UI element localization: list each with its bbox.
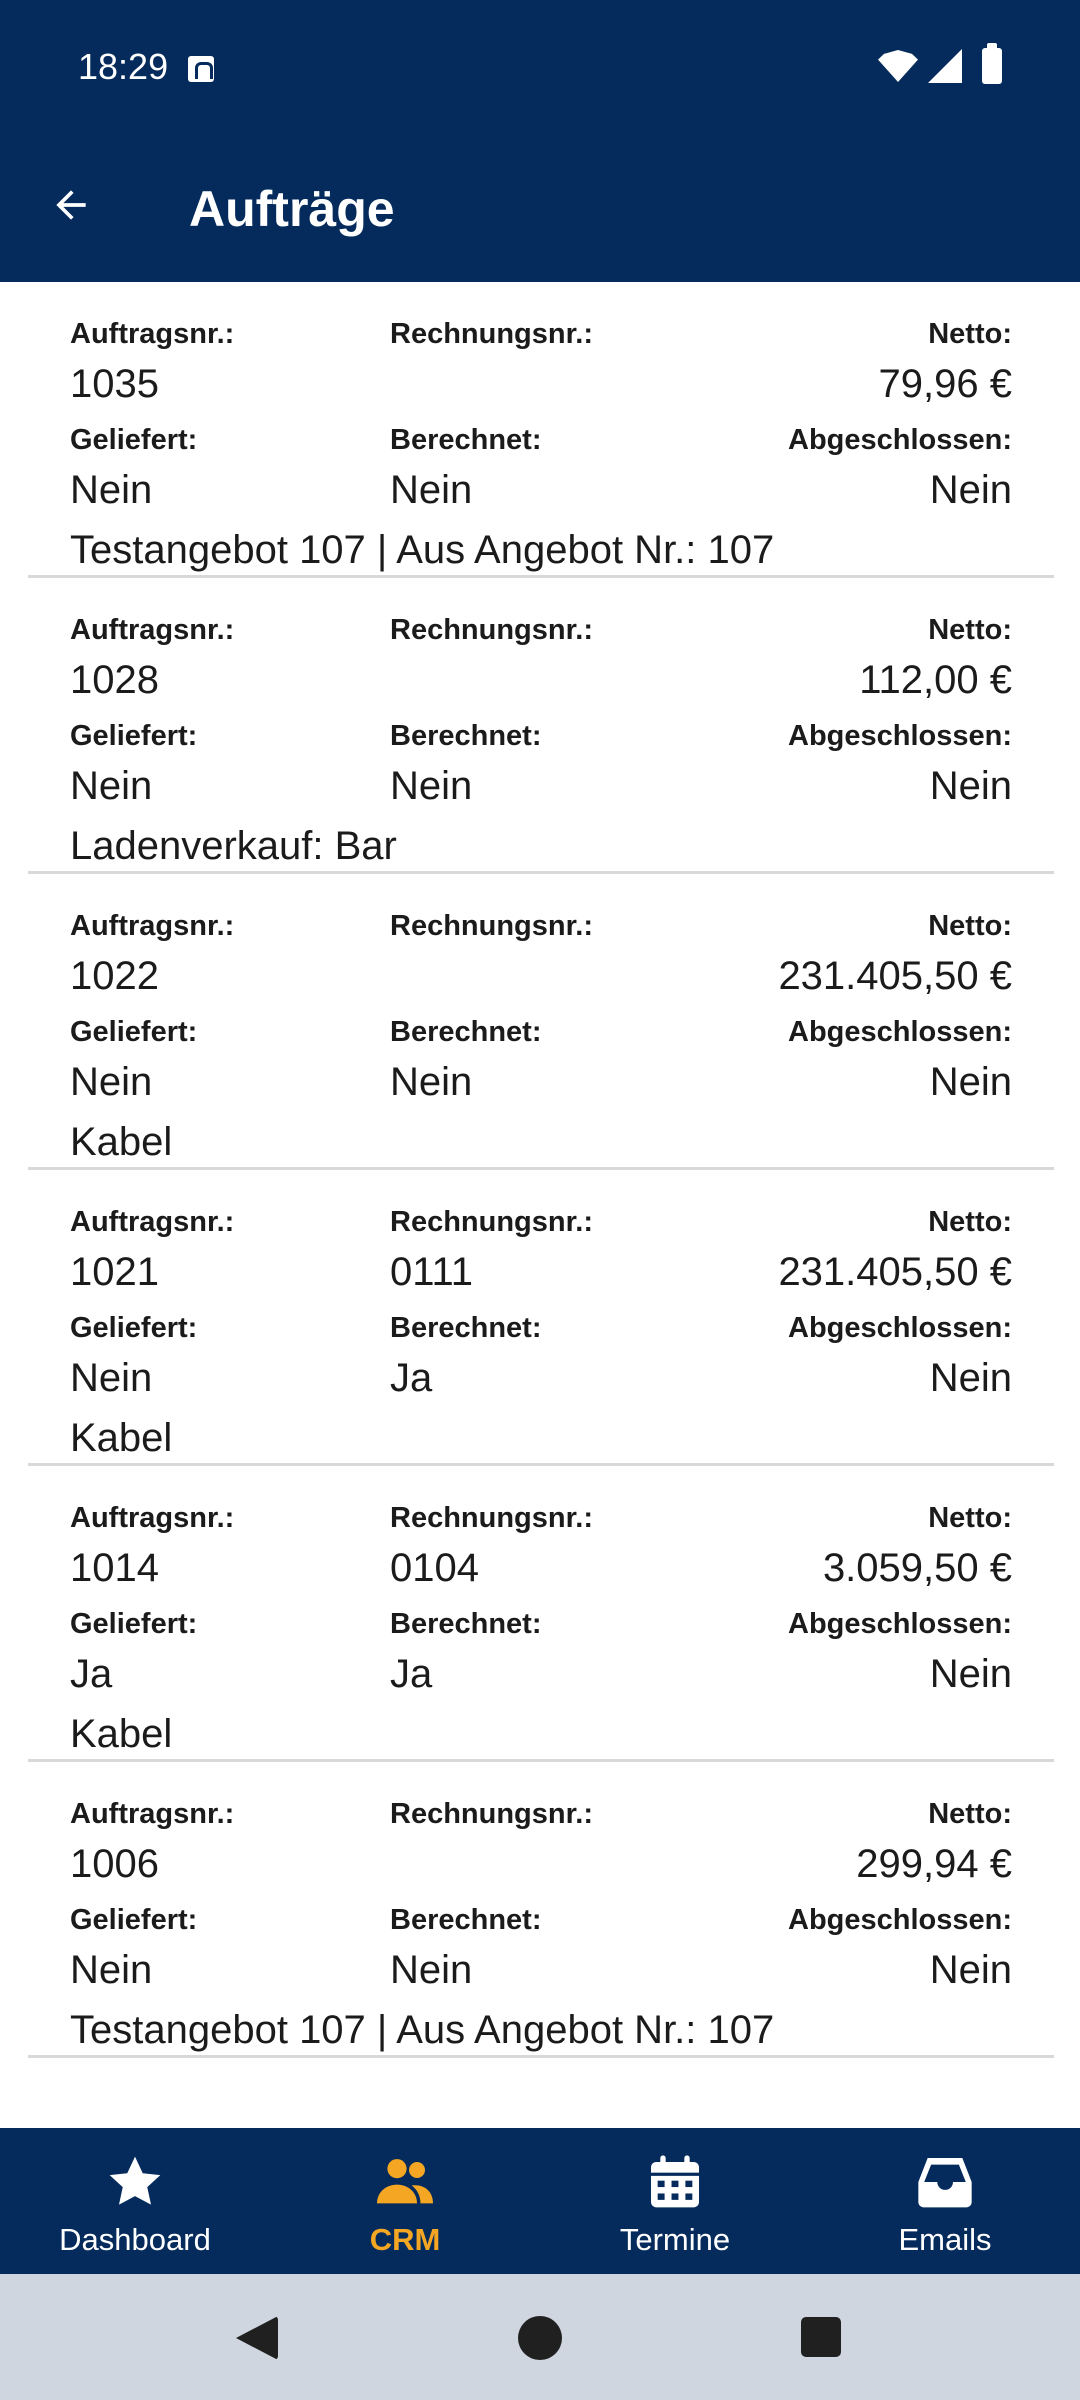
order-card[interactable] (28, 1170, 1054, 1466)
net-label: Netto: (928, 910, 1012, 942)
nav-item-crm[interactable] (270, 2128, 540, 2274)
invoiced-label: Berechnet: (390, 720, 542, 752)
nav-label: Emails (898, 2222, 992, 2257)
invoiced-label: Berechnet: (390, 424, 542, 456)
completed-value: Nein (929, 1948, 1012, 1992)
completed-value: Nein (929, 1356, 1012, 1400)
net-value: 299,94 € (856, 1842, 1012, 1886)
order-description: Testangebot 107 | Aus Angebot Nr.: 107 (70, 2008, 775, 2052)
delivered-value: Nein (70, 1356, 153, 1400)
order-number-value: 1022 (70, 954, 159, 998)
delivered-label: Geliefert: (70, 720, 198, 752)
invoiced-value: Ja (390, 1356, 433, 1400)
invoiced-value: Ja (390, 1652, 433, 1696)
accessibility-notification-icon (188, 56, 214, 82)
completed-label: Abgeschlossen: (788, 1904, 1012, 1936)
invoice-number-label: Rechnungsnr.: (390, 1502, 594, 1534)
invoice-number-label: Rechnungsnr.: (390, 1798, 594, 1830)
order-number-label: Auftragsnr.: (70, 1206, 235, 1238)
net-value: 79,96 € (878, 362, 1012, 406)
net-value: 231.405,50 € (778, 1250, 1012, 1294)
page-title: Aufträge (189, 181, 395, 237)
net-label: Netto: (928, 1206, 1012, 1238)
invoice-number-label: Rechnungsnr.: (390, 614, 594, 646)
delivered-value: Nein (70, 468, 153, 512)
completed-value: Nein (929, 764, 1012, 808)
net-label: Netto: (928, 1798, 1012, 1830)
order-card[interactable] (28, 1762, 1054, 2058)
net-value: 3.059,50 € (822, 1546, 1012, 1590)
invoice-number-label: Rechnungsnr.: (390, 318, 594, 350)
completed-label: Abgeschlossen: (788, 720, 1012, 752)
battery-icon (982, 48, 1002, 84)
completed-label: Abgeschlossen: (788, 1312, 1012, 1344)
invoice-number-value: 0111 (390, 1250, 474, 1294)
completed-label: Abgeschlossen: (788, 1608, 1012, 1640)
status-time: 18:29 (78, 46, 169, 87)
signal-icon (928, 49, 962, 83)
delivered-label: Geliefert: (70, 1904, 198, 1936)
net-value: 231.405,50 € (778, 954, 1012, 998)
net-label: Netto: (928, 614, 1012, 646)
order-number-label: Auftragsnr.: (70, 1502, 235, 1534)
people-icon (373, 2150, 437, 2214)
star-icon (103, 2150, 167, 2214)
delivered-label: Geliefert: (70, 1608, 198, 1640)
order-card[interactable] (28, 1466, 1054, 1762)
order-number-value: 1028 (70, 658, 159, 702)
nav-label: Termine (619, 2222, 731, 2257)
invoice-number-label: Rechnungsnr.: (390, 1206, 594, 1238)
invoiced-label: Berechnet: (390, 1016, 542, 1048)
delivered-value: Ja (70, 1652, 113, 1696)
completed-value: Nein (929, 1060, 1012, 1104)
order-card[interactable] (28, 578, 1054, 874)
order-number-value: 1014 (70, 1546, 159, 1590)
app-bar (0, 136, 1080, 282)
order-number-label: Auftragsnr.: (70, 318, 235, 350)
arrow-left-icon (49, 183, 93, 227)
order-number-value: 1035 (70, 362, 159, 406)
nav-label: CRM (369, 2222, 441, 2257)
order-card[interactable] (28, 874, 1054, 1170)
delivered-value: Nein (70, 1948, 153, 1992)
net-value: 112,00 € (859, 658, 1012, 702)
system-back-icon[interactable] (236, 2316, 278, 2360)
bottom-nav (0, 2128, 1080, 2274)
invoiced-label: Berechnet: (390, 1312, 542, 1344)
nav-item-dashboard[interactable] (0, 2128, 270, 2274)
delivered-value: Nein (70, 764, 153, 808)
order-number-value: 1021 (70, 1250, 159, 1294)
order-number-value: 1006 (70, 1842, 159, 1886)
status-icons (878, 48, 1002, 84)
order-list (0, 282, 1080, 2128)
order-card[interactable] (28, 282, 1054, 578)
invoice-number-value: 0104 (390, 1546, 479, 1590)
order-description: Kabel (70, 1416, 173, 1460)
order-description: Ladenverkauf: Bar (70, 824, 397, 868)
invoice-number-label: Rechnungsnr.: (390, 910, 594, 942)
completed-label: Abgeschlossen: (788, 1016, 1012, 1048)
system-nav-bar (0, 2274, 1080, 2400)
order-number-label: Auftragsnr.: (70, 910, 235, 942)
net-label: Netto: (928, 318, 1012, 350)
nav-item-emails[interactable] (810, 2128, 1080, 2274)
nav-label: Dashboard (59, 2222, 211, 2257)
calendar-icon (643, 2150, 707, 2214)
invoiced-label: Berechnet: (390, 1608, 542, 1640)
back-button[interactable] (38, 172, 104, 238)
system-home-icon[interactable] (518, 2316, 562, 2360)
system-recents-icon[interactable] (801, 2317, 841, 2357)
delivered-label: Geliefert: (70, 424, 198, 456)
delivered-label: Geliefert: (70, 1016, 198, 1048)
wifi-icon (878, 50, 918, 82)
net-label: Netto: (928, 1502, 1012, 1534)
invoiced-value: Nein (390, 764, 473, 808)
order-number-label: Auftragsnr.: (70, 1798, 235, 1830)
invoiced-label: Berechnet: (390, 1904, 542, 1936)
status-bar (0, 0, 1080, 136)
completed-value: Nein (929, 468, 1012, 512)
invoiced-value: Nein (390, 1948, 473, 1992)
completed-label: Abgeschlossen: (788, 424, 1012, 456)
invoiced-value: Nein (390, 468, 473, 512)
order-description: Testangebot 107 | Aus Angebot Nr.: 107 (70, 528, 775, 572)
delivered-label: Geliefert: (70, 1312, 198, 1344)
order-description: Kabel (70, 1120, 173, 1164)
invoiced-value: Nein (390, 1060, 473, 1104)
order-description: Kabel (70, 1712, 173, 1756)
nav-item-termine[interactable] (540, 2128, 810, 2274)
delivered-value: Nein (70, 1060, 153, 1104)
order-number-label: Auftragsnr.: (70, 614, 235, 646)
inbox-icon (913, 2150, 977, 2214)
completed-value: Nein (929, 1652, 1012, 1696)
